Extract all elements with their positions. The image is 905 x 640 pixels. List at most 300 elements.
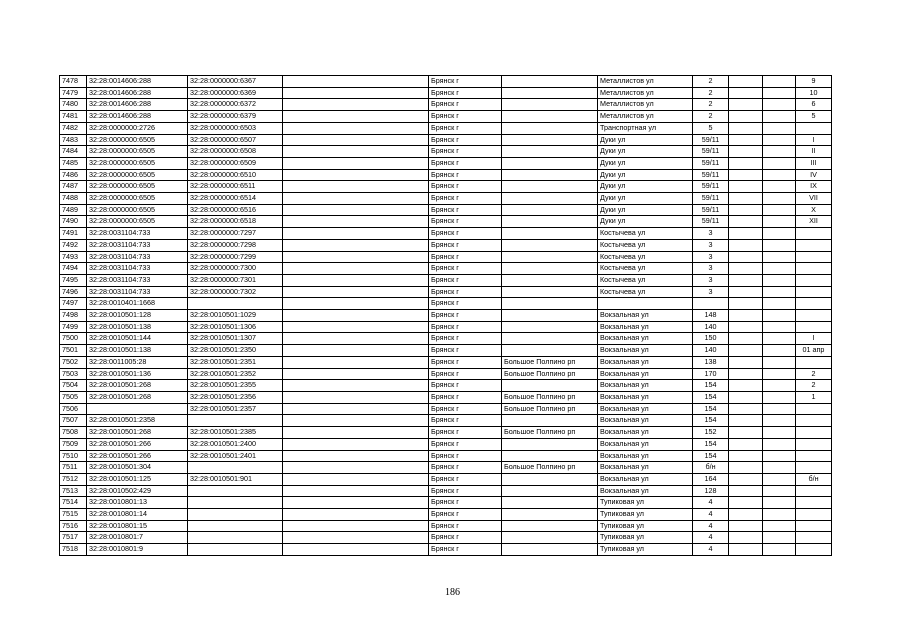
cell-cadastral-number: 32:28:0011005:28 [87,356,188,368]
cell-city: Брянск г [429,263,502,275]
cell-cadastral-number: 32:28:0031104:733 [87,228,188,240]
cell-col-10 [763,286,796,298]
cell-col-9 [729,310,763,322]
cell-street: Вокзальная ул [598,450,693,462]
cell-unit: III [796,157,832,169]
cell-cadastral-number: 32:28:0000000:2726 [87,122,188,134]
cell-unit [796,298,832,310]
cell-cadastral-number [87,403,188,415]
cell-row-number: 7518 [60,544,87,556]
cell-street: Вокзальная ул [598,462,693,474]
table-row [60,403,832,415]
cell-col-10 [763,87,796,99]
cell-cadastral-number: 32:28:0000000:6505 [87,146,188,158]
cell-col-10 [763,251,796,263]
table-row [60,111,832,123]
cell-blank-col [283,345,429,357]
cell-blank-col [283,438,429,450]
cell-col-9 [729,544,763,556]
cell-object-number: 32:28:0000000:6508 [188,146,283,158]
cell-settlement [502,497,598,509]
cell-row-number: 7491 [60,228,87,240]
cell-unit [796,415,832,427]
cell-settlement [502,111,598,123]
cell-street: Вокзальная ул [598,310,693,322]
cell-house: 59/11 [693,169,729,181]
cell-object-number [188,509,283,521]
cell-city: Брянск г [429,356,502,368]
table-row [60,181,832,193]
cell-house: 138 [693,356,729,368]
table-row [60,509,832,521]
cell-object-number: 32:28:0000000:6369 [188,87,283,99]
cell-col-9 [729,251,763,263]
cell-street: Металлистов ул [598,76,693,88]
cell-street: Костычева ул [598,239,693,251]
cell-object-number: 32:28:0000000:6518 [188,216,283,228]
cell-col-10 [763,134,796,146]
cell-settlement [502,122,598,134]
cell-blank-col [283,368,429,380]
cell-settlement [502,286,598,298]
cell-house: 59/11 [693,146,729,158]
cell-settlement: Большое Полпино рп [502,427,598,439]
cell-col-10 [763,333,796,345]
table-row [60,146,832,158]
cell-unit [796,438,832,450]
cell-object-number: 32:28:0010501:2351 [188,356,283,368]
cell-house: 140 [693,321,729,333]
cell-street: Дуки ул [598,193,693,205]
cell-blank-col [283,157,429,169]
cell-house: 4 [693,532,729,544]
cell-unit [796,403,832,415]
cell-city: Брянск г [429,239,502,251]
cell-col-10 [763,380,796,392]
cell-object-number [188,462,283,474]
cell-city: Брянск г [429,473,502,485]
cell-object-number: 32:28:0000000:6514 [188,193,283,205]
cell-city: Брянск г [429,122,502,134]
cell-house: 150 [693,333,729,345]
cell-unit: 9 [796,76,832,88]
cell-cadastral-number: 32:28:0010501:304 [87,462,188,474]
cell-settlement [502,181,598,193]
cell-blank-col [283,193,429,205]
cell-street: Дуки ул [598,146,693,158]
cell-blank-col [283,146,429,158]
cell-object-number: 32:28:0010501:2357 [188,403,283,415]
cell-settlement: Большое Полпино рп [502,368,598,380]
cell-unit [796,509,832,521]
cell-house: 4 [693,497,729,509]
cell-col-10 [763,509,796,521]
cell-city: Брянск г [429,274,502,286]
cell-object-number: 32:28:0010501:2356 [188,391,283,403]
cell-city: Брянск г [429,99,502,111]
cell-settlement [502,333,598,345]
cell-col-10 [763,403,796,415]
cell-col-10 [763,239,796,251]
cell-blank-col [283,544,429,556]
cell-row-number: 7489 [60,204,87,216]
cell-blank-col [283,111,429,123]
table-row [60,193,832,205]
cell-house: 4 [693,544,729,556]
cell-house: 59/11 [693,193,729,205]
cell-unit: б/н [796,473,832,485]
cell-blank-col [283,134,429,146]
cell-city: Брянск г [429,216,502,228]
table-row [60,485,832,497]
cell-house: 154 [693,450,729,462]
cell-street: Дуки ул [598,181,693,193]
cell-col-9 [729,380,763,392]
cell-row-number: 7505 [60,391,87,403]
cell-house: 3 [693,251,729,263]
cell-col-9 [729,228,763,240]
cell-city: Брянск г [429,415,502,427]
cell-col-9 [729,532,763,544]
cell-blank-col [283,509,429,521]
cell-house: 154 [693,403,729,415]
cell-row-number: 7517 [60,532,87,544]
cell-cadastral-number: 32:28:0031104:733 [87,286,188,298]
cell-col-10 [763,122,796,134]
cell-col-10 [763,497,796,509]
cell-col-10 [763,368,796,380]
cell-settlement [502,380,598,392]
cell-city: Брянск г [429,380,502,392]
cell-object-number: 32:28:0010501:1306 [188,321,283,333]
table-row [60,427,832,439]
cell-street: Дуки ул [598,169,693,181]
cell-cadastral-number: 32:28:0010501:268 [87,380,188,392]
cell-house: 59/11 [693,157,729,169]
cell-object-number: 32:28:0000000:7301 [188,274,283,286]
cell-cadastral-number: 32:28:0000000:6505 [87,181,188,193]
cell-house: 140 [693,345,729,357]
cell-house: 154 [693,415,729,427]
cell-city: Брянск г [429,193,502,205]
cell-street: Вокзальная ул [598,403,693,415]
cell-unit [796,263,832,275]
cell-blank-col [283,76,429,88]
cell-street: Тупиковая ул [598,509,693,521]
cell-street: Вокзальная ул [598,485,693,497]
cell-settlement [502,228,598,240]
cell-blank-col [283,169,429,181]
cell-object-number [188,497,283,509]
cell-city: Брянск г [429,368,502,380]
cell-object-number: 32:28:0000000:6511 [188,181,283,193]
cell-col-10 [763,427,796,439]
cell-cadastral-number: 32:28:0010501:2358 [87,415,188,427]
cell-city: Брянск г [429,520,502,532]
cell-street: Вокзальная ул [598,473,693,485]
cell-col-10 [763,157,796,169]
cell-street: Дуки ул [598,157,693,169]
cell-col-9 [729,181,763,193]
cell-house: 3 [693,239,729,251]
cell-col-9 [729,427,763,439]
cell-row-number: 7514 [60,497,87,509]
cell-blank-col [283,181,429,193]
cell-city: Брянск г [429,462,502,474]
cell-street: Дуки ул [598,134,693,146]
cell-object-number: 32:28:0010501:2401 [188,450,283,462]
cell-unit: VII [796,193,832,205]
cell-settlement [502,87,598,99]
cell-blank-col [283,321,429,333]
table-row [60,520,832,532]
cell-settlement [502,263,598,275]
cell-cadastral-number: 32:28:0014606:288 [87,99,188,111]
cell-blank-col [283,415,429,427]
cell-settlement: Большое Полпино рп [502,391,598,403]
table-row [60,216,832,228]
cell-object-number: 32:28:0000000:7300 [188,263,283,275]
cell-city: Брянск г [429,497,502,509]
cell-city: Брянск г [429,321,502,333]
cell-row-number: 7510 [60,450,87,462]
cell-object-number: 32:28:0000000:6367 [188,76,283,88]
cell-row-number: 7494 [60,263,87,275]
cell-col-9 [729,239,763,251]
cell-city: Брянск г [429,391,502,403]
cell-settlement [502,76,598,88]
cell-unit: 2 [796,368,832,380]
cell-unit [796,427,832,439]
cell-object-number: 32:28:0000000:6503 [188,122,283,134]
cell-city: Брянск г [429,204,502,216]
cell-col-9 [729,321,763,333]
cell-street: Вокзальная ул [598,427,693,439]
cell-blank-col [283,310,429,322]
cell-object-number: 32:28:0010501:2352 [188,368,283,380]
cell-blank-col [283,450,429,462]
cell-col-9 [729,462,763,474]
cell-blank-col [283,99,429,111]
cell-unit [796,497,832,509]
cell-city: Брянск г [429,228,502,240]
cell-settlement [502,310,598,322]
table-row [60,462,832,474]
cell-blank-col [283,122,429,134]
cell-row-number: 7486 [60,169,87,181]
cell-cadastral-number: 32:28:0000000:6505 [87,134,188,146]
cell-col-9 [729,146,763,158]
cell-house: 3 [693,274,729,286]
cell-col-9 [729,169,763,181]
cell-row-number: 7497 [60,298,87,310]
cell-row-number: 7483 [60,134,87,146]
table-row [60,345,832,357]
cell-col-9 [729,485,763,497]
cell-object-number: 32:28:0010501:2350 [188,345,283,357]
cell-col-10 [763,146,796,158]
cell-cadastral-number: 32:28:0010501:266 [87,450,188,462]
cell-col-9 [729,473,763,485]
cell-street: Тупиковая ул [598,497,693,509]
cell-object-number: 32:28:0010501:1029 [188,310,283,322]
cell-city: Брянск г [429,146,502,158]
cell-house: 59/11 [693,134,729,146]
cell-cadastral-number: 32:28:0000000:6505 [87,169,188,181]
cell-city: Брянск г [429,403,502,415]
cell-unit: 2 [796,380,832,392]
cell-house: 2 [693,111,729,123]
cell-cadastral-number: 32:28:0014606:288 [87,76,188,88]
table-row [60,380,832,392]
cell-col-10 [763,450,796,462]
cell-settlement [502,298,598,310]
cell-col-9 [729,286,763,298]
cell-object-number: 32:28:0000000:6379 [188,111,283,123]
cell-city: Брянск г [429,111,502,123]
cell-unit [796,520,832,532]
cell-house: 2 [693,76,729,88]
cell-col-9 [729,111,763,123]
cell-blank-col [283,239,429,251]
cell-house: 3 [693,228,729,240]
cell-blank-col [283,391,429,403]
cell-city: Брянск г [429,427,502,439]
cell-city: Брянск г [429,87,502,99]
cell-settlement [502,345,598,357]
cell-row-number: 7512 [60,473,87,485]
cell-col-10 [763,181,796,193]
cell-col-9 [729,438,763,450]
table-body [60,76,832,556]
cell-row-number: 7513 [60,485,87,497]
cell-house: 148 [693,310,729,322]
cell-street: Костычева ул [598,251,693,263]
cell-object-number: 32:28:0000000:7298 [188,239,283,251]
cell-blank-col [283,485,429,497]
cell-unit: I [796,134,832,146]
cell-unit [796,239,832,251]
cell-street: Металлистов ул [598,99,693,111]
cell-row-number: 7506 [60,403,87,415]
page-number: 186 [445,587,460,598]
cell-cadastral-number: 32:28:0000000:6505 [87,193,188,205]
cell-col-10 [763,345,796,357]
cell-col-9 [729,157,763,169]
cell-col-9 [729,76,763,88]
cell-street: Вокзальная ул [598,356,693,368]
cell-col-10 [763,111,796,123]
cell-settlement [502,99,598,111]
cell-row-number: 7507 [60,415,87,427]
table-row [60,473,832,485]
cell-col-9 [729,99,763,111]
cell-unit: 5 [796,111,832,123]
cell-object-number [188,544,283,556]
cell-street: Дуки ул [598,204,693,216]
cell-col-9 [729,391,763,403]
cell-cadastral-number: 32:28:0010501:136 [87,368,188,380]
cell-row-number: 7495 [60,274,87,286]
cell-city: Брянск г [429,134,502,146]
cell-cadastral-number: 32:28:0010801:9 [87,544,188,556]
cell-object-number [188,485,283,497]
cell-cadastral-number: 32:28:0014606:288 [87,87,188,99]
cell-house: 152 [693,427,729,439]
cell-object-number: 32:28:0010501:2355 [188,380,283,392]
table-row [60,251,832,263]
cell-settlement: Большое Полпино рп [502,356,598,368]
table-row [60,532,832,544]
cell-city: Брянск г [429,251,502,263]
cell-row-number: 7509 [60,438,87,450]
cell-street: Вокзальная ул [598,333,693,345]
cell-street: Тупиковая ул [598,544,693,556]
cell-row-number: 7504 [60,380,87,392]
cell-row-number: 7493 [60,251,87,263]
cadastral-table [59,75,832,556]
cell-col-9 [729,415,763,427]
cell-unit: 01 апр [796,345,832,357]
table-row [60,497,832,509]
table-row [60,321,832,333]
cell-settlement [502,485,598,497]
cell-cadastral-number: 32:28:0000000:6505 [87,157,188,169]
cell-settlement [502,544,598,556]
cell-unit: XII [796,216,832,228]
cell-col-10 [763,532,796,544]
cell-row-number: 7492 [60,239,87,251]
cell-row-number: 7503 [60,368,87,380]
cell-blank-col [283,333,429,345]
cell-house: 128 [693,485,729,497]
cell-street: Вокзальная ул [598,345,693,357]
cell-street: Костычева ул [598,286,693,298]
cell-blank-col [283,532,429,544]
table-row [60,204,832,216]
table-row [60,87,832,99]
cell-col-10 [763,356,796,368]
cell-unit: IX [796,181,832,193]
cell-col-9 [729,122,763,134]
cell-street: Вокзальная ул [598,391,693,403]
cell-house: 3 [693,286,729,298]
cell-blank-col [283,87,429,99]
cell-blank-col [283,473,429,485]
cell-house: 4 [693,520,729,532]
cell-unit [796,485,832,497]
cell-cadastral-number: 32:28:0010501:266 [87,438,188,450]
cell-object-number [188,298,283,310]
cell-blank-col [283,427,429,439]
table-row [60,415,832,427]
cell-row-number: 7500 [60,333,87,345]
cell-cadastral-number: 32:28:0010501:128 [87,310,188,322]
table-row [60,76,832,88]
cell-col-9 [729,450,763,462]
table-row [60,310,832,322]
cell-row-number: 7485 [60,157,87,169]
cell-house [693,298,729,310]
table-row [60,438,832,450]
cell-col-10 [763,204,796,216]
cell-cadastral-number: 32:28:0014606:288 [87,111,188,123]
cell-object-number: 32:28:0010501:901 [188,473,283,485]
cell-settlement [502,274,598,286]
cell-street: Вокзальная ул [598,380,693,392]
cell-blank-col [283,228,429,240]
cell-settlement: Большое Полпино рп [502,462,598,474]
